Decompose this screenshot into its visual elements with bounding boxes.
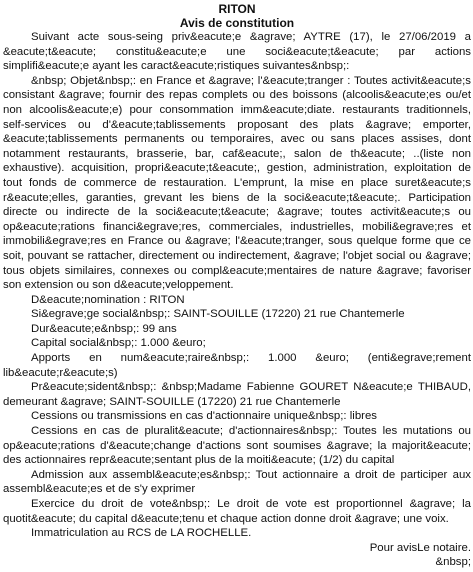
duration-line: Dur&eacute;e&nbsp;: 99 ans	[31, 322, 177, 335]
notice-heading: Avis de constitution	[179, 16, 295, 30]
plural-shareholder-transfers-line: Cessions en cas de pluralit&eacute; d'actionnaires&nbsp;: Toutes les mutations ou op&eacute;rations d'&eacute;change d'actions sont soumises &agrave; la majorit&eacute; des actionnaires repr&eacute;sentant plus de la moiti&eacute; (1/2) du capital	[3, 425, 471, 467]
sole-shareholder-transfers-line: Cessions ou transmissions en cas d'actionnaire unique&nbsp;: libres	[31, 410, 377, 423]
denomination-line: D&eacute;nomination : RITON	[31, 293, 185, 306]
registration-line: Immatriculation au RCS de LA ROCHELLE.	[31, 527, 252, 540]
cash-contributions-line: Apports en num&eacute;raire&nbsp;: 1.000 &euro; (enti&egrave;rement lib&eacute;r&eacute;s)	[3, 352, 471, 379]
voting-rights-line: Exercice du droit de vote&nbsp;: Le droit de vote est proportionnel &agrave; la quotit&eacute; du capital d&eacute;tenu et chaque action donne droit &agrave; une voix.	[3, 498, 471, 525]
object-paragraph: &nbsp; Objet&nbsp;: en France et &agrave; l'&eacute;tranger : Toutes activit&eacute;s consistant &agrave; fournir des repas complets ou des boissons (alcoolis&eacute;es ou/et non alcoolis&eacute;e) pour consommation imm&eacute;diate. restaurants traditionnels, self-services ou d'&eacute;tablissements proposant des plats &agrave; emporter, &eacute;tablissements permanents ou temporaires, avec ou sans places assises, dont notamment restaurants, brasserie, bar, caf&eacute;, salon de th&eacute; ..(liste non exhaustive). acquisition, propri&eacute;t&eacute;, gestion, administration, exploitation de tout fonds de commerce de restauration. L'emprunt, la mise en place suret&eacute;s r&eacute;elles, garanties, grevant les biens de la soci&eacute;t&eacute;. Participation directe ou indirecte de la soci&eacute;t&eacute; &agrave; toutes activit&eacute;s ou op&eacute;rations financi&egrave;res, commerciales, industrielles, mobili&egrave;res et immobili&egrave;res en France ou &agrave; l'&eacute;tranger, sous quelque forme que ce soit, pouvant se rattacher, directement ou indirectement, &agrave; l'objet social ou &agrave; tous objets similaires, connexes ou compl&eacute;mentaires de nature &agrave; favoriser son extension ou son d&eacute;veloppement.	[3, 74, 471, 292]
registered-office-line: Si&egrave;ge social&nbsp;: SAINT-SOUILLE (17220) 21 rue Chantemerle	[31, 308, 405, 321]
assembly-admission-line: Admission aux assembl&eacute;es&nbsp;: Tout actionnaire a droit de participer aux assembl&eacute;es et de s'y exprimer	[3, 468, 471, 496]
share-capital-line: Capital social&nbsp;: 1.000 &euro;	[31, 337, 206, 350]
intro-paragraph: Suivant acte sous-seing priv&eacute;e &agrave; AYTRE (17), le 27/06/2019 a &eacute;t&eacute; constitu&eacute;e une soci&eacute;t&eacute; par actions simplifi&eacute;e ayant les caract&eacute;ristiques suivantes&nbsp;:	[3, 31, 471, 73]
notary-signature: Pour avisLe notaire.	[369, 541, 471, 554]
president-line: Pr&eacute;sident&nbsp;: &nbsp;Madame Fabienne GOURET N&eacute;e THIBAUD, demeurant &agrave; SAINT-SOUILLE (17220) 21 rue Chantemerle	[3, 381, 471, 408]
trailing-entity: &nbsp;	[435, 556, 471, 569]
company-name: RITON	[218, 2, 256, 16]
